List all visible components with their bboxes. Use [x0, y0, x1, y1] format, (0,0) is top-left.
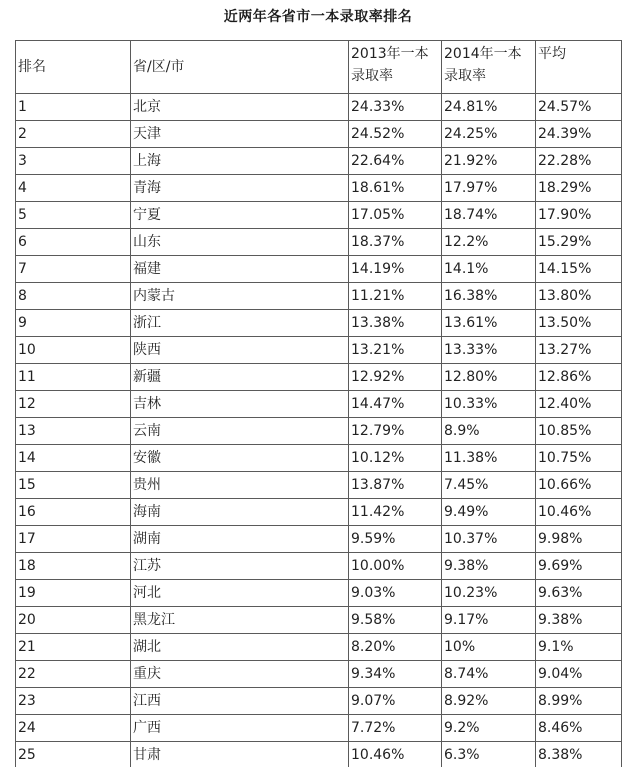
- table-row: [16, 634, 622, 661]
- average-cell: 9.63%: [536, 580, 622, 607]
- rate-2014-cell: 9.49%: [442, 499, 536, 526]
- rate-2013-cell: 10.46%: [349, 742, 442, 767]
- table-row: [16, 580, 622, 607]
- rate-2014-cell: 9.2%: [442, 715, 536, 742]
- province-cell: 贵州: [131, 472, 349, 499]
- average-cell: 10.85%: [536, 418, 622, 445]
- average-cell: 10.75%: [536, 445, 622, 472]
- rate-2014-cell: 12.2%: [442, 229, 536, 256]
- average-cell: 9.38%: [536, 607, 622, 634]
- rank-cell: 18: [16, 553, 131, 580]
- province-cell: 云南: [131, 418, 349, 445]
- rank-cell: 20: [16, 607, 131, 634]
- rank-cell: 9: [16, 310, 131, 337]
- average-cell: 8.99%: [536, 688, 622, 715]
- average-cell: 14.15%: [536, 256, 622, 283]
- province-cell: 青海: [131, 175, 349, 202]
- header-average: 平均: [536, 41, 622, 94]
- header-2014-rate: 2014年一本录取率: [442, 41, 536, 94]
- table-header-row: [16, 41, 622, 94]
- province-cell: 陕西: [131, 337, 349, 364]
- rate-2013-cell: 9.34%: [349, 661, 442, 688]
- rate-2013-cell: 13.87%: [349, 472, 442, 499]
- province-cell: 天津: [131, 121, 349, 148]
- table-row: [16, 526, 622, 553]
- rank-cell: 3: [16, 148, 131, 175]
- average-cell: 12.40%: [536, 391, 622, 418]
- rank-cell: 10: [16, 337, 131, 364]
- rank-cell: 13: [16, 418, 131, 445]
- rank-cell: 7: [16, 256, 131, 283]
- rate-2013-cell: 22.64%: [349, 148, 442, 175]
- table-row: [16, 445, 622, 472]
- rate-2013-cell: 12.79%: [349, 418, 442, 445]
- rate-2013-cell: 9.07%: [349, 688, 442, 715]
- rate-2013-cell: 10.00%: [349, 553, 442, 580]
- header-province: 省/区/市: [131, 41, 349, 94]
- rank-cell: 14: [16, 445, 131, 472]
- rate-2013-cell: 10.12%: [349, 445, 442, 472]
- average-cell: 9.1%: [536, 634, 622, 661]
- rate-2014-cell: 13.33%: [442, 337, 536, 364]
- province-cell: 河北: [131, 580, 349, 607]
- rate-2013-cell: 24.52%: [349, 121, 442, 148]
- rate-2014-cell: 14.1%: [442, 256, 536, 283]
- rank-cell: 24: [16, 715, 131, 742]
- rank-cell: 11: [16, 364, 131, 391]
- average-cell: 8.46%: [536, 715, 622, 742]
- rank-cell: 8: [16, 283, 131, 310]
- table-row: [16, 94, 622, 121]
- rate-2014-cell: 16.38%: [442, 283, 536, 310]
- table-row: [16, 256, 622, 283]
- rank-cell: 6: [16, 229, 131, 256]
- table-row: [16, 337, 622, 364]
- rate-2014-cell: 12.80%: [442, 364, 536, 391]
- rate-2014-cell: 9.38%: [442, 553, 536, 580]
- province-cell: 上海: [131, 148, 349, 175]
- average-cell: 24.57%: [536, 94, 622, 121]
- table-row: [16, 418, 622, 445]
- average-cell: 10.66%: [536, 472, 622, 499]
- header-rank: 排名: [16, 41, 131, 94]
- province-cell: 重庆: [131, 661, 349, 688]
- rate-2013-cell: 14.47%: [349, 391, 442, 418]
- table-row: [16, 121, 622, 148]
- province-cell: 吉林: [131, 391, 349, 418]
- rate-2014-cell: 17.97%: [442, 175, 536, 202]
- rate-2013-cell: 13.38%: [349, 310, 442, 337]
- table-row: [16, 175, 622, 202]
- province-cell: 内蒙古: [131, 283, 349, 310]
- rank-cell: 19: [16, 580, 131, 607]
- rate-2014-cell: 24.25%: [442, 121, 536, 148]
- average-cell: 13.50%: [536, 310, 622, 337]
- table-row: [16, 202, 622, 229]
- rate-2014-cell: 6.3%: [442, 742, 536, 767]
- average-cell: 22.28%: [536, 148, 622, 175]
- table-row: [16, 283, 622, 310]
- rate-2014-cell: 7.45%: [442, 472, 536, 499]
- rate-2014-cell: 8.92%: [442, 688, 536, 715]
- average-cell: 10.46%: [536, 499, 622, 526]
- rate-2014-cell: 21.92%: [442, 148, 536, 175]
- rate-2013-cell: 24.33%: [349, 94, 442, 121]
- rate-2013-cell: 18.61%: [349, 175, 442, 202]
- province-cell: 湖北: [131, 634, 349, 661]
- average-cell: 17.90%: [536, 202, 622, 229]
- rank-cell: 17: [16, 526, 131, 553]
- rank-cell: 23: [16, 688, 131, 715]
- rank-cell: 2: [16, 121, 131, 148]
- table-row: [16, 499, 622, 526]
- average-cell: 12.86%: [536, 364, 622, 391]
- average-cell: 9.98%: [536, 526, 622, 553]
- page-title: 近两年各省市一本录取率排名: [223, 9, 413, 25]
- province-cell: 浙江: [131, 310, 349, 337]
- rate-2014-cell: 10.23%: [442, 580, 536, 607]
- province-cell: 湖南: [131, 526, 349, 553]
- table-row: [16, 364, 622, 391]
- rate-2013-cell: 12.92%: [349, 364, 442, 391]
- rate-2013-cell: 17.05%: [349, 202, 442, 229]
- average-cell: 13.27%: [536, 337, 622, 364]
- province-cell: 北京: [131, 94, 349, 121]
- table-row: [16, 715, 622, 742]
- rank-cell: 15: [16, 472, 131, 499]
- rate-2014-cell: 8.74%: [442, 661, 536, 688]
- rate-2013-cell: 11.21%: [349, 283, 442, 310]
- rank-cell: 4: [16, 175, 131, 202]
- table-row: [16, 661, 622, 688]
- table-row: [16, 688, 622, 715]
- table-row: [16, 310, 622, 337]
- table-row: [16, 742, 622, 767]
- rate-2014-cell: 9.17%: [442, 607, 536, 634]
- average-cell: 9.04%: [536, 661, 622, 688]
- province-cell: 江苏: [131, 553, 349, 580]
- rate-2014-cell: 24.81%: [442, 94, 536, 121]
- ranking-table: [15, 40, 622, 767]
- rank-cell: 21: [16, 634, 131, 661]
- average-cell: 24.39%: [536, 121, 622, 148]
- header-2013-rate: 2013年一本录取率: [349, 41, 442, 94]
- table-row: [16, 553, 622, 580]
- table-row: [16, 229, 622, 256]
- rate-2013-cell: 9.03%: [349, 580, 442, 607]
- rank-cell: 25: [16, 742, 131, 767]
- province-cell: 海南: [131, 499, 349, 526]
- table-row: [16, 148, 622, 175]
- table-row: [16, 607, 622, 634]
- province-cell: 山东: [131, 229, 349, 256]
- rate-2014-cell: 8.9%: [442, 418, 536, 445]
- rank-cell: 22: [16, 661, 131, 688]
- province-cell: 福建: [131, 256, 349, 283]
- rate-2014-cell: 18.74%: [442, 202, 536, 229]
- rate-2013-cell: 9.58%: [349, 607, 442, 634]
- rate-2013-cell: 7.72%: [349, 715, 442, 742]
- average-cell: 15.29%: [536, 229, 622, 256]
- rate-2013-cell: 14.19%: [349, 256, 442, 283]
- province-cell: 新疆: [131, 364, 349, 391]
- province-cell: 江西: [131, 688, 349, 715]
- average-cell: 8.38%: [536, 742, 622, 767]
- average-cell: 9.69%: [536, 553, 622, 580]
- table-body: [16, 41, 622, 767]
- province-cell: 黑龙江: [131, 607, 349, 634]
- rate-2013-cell: 13.21%: [349, 337, 442, 364]
- rank-cell: 1: [16, 94, 131, 121]
- rate-2013-cell: 18.37%: [349, 229, 442, 256]
- rate-2013-cell: 8.20%: [349, 634, 442, 661]
- rate-2014-cell: 11.38%: [442, 445, 536, 472]
- rate-2013-cell: 9.59%: [349, 526, 442, 553]
- rate-2014-cell: 13.61%: [442, 310, 536, 337]
- table-row: [16, 391, 622, 418]
- rate-2014-cell: 10.33%: [442, 391, 536, 418]
- rate-2013-cell: 11.42%: [349, 499, 442, 526]
- average-cell: 18.29%: [536, 175, 622, 202]
- rate-2014-cell: 10%: [442, 634, 536, 661]
- province-cell: 安徽: [131, 445, 349, 472]
- rate-2014-cell: 10.37%: [442, 526, 536, 553]
- average-cell: 13.80%: [536, 283, 622, 310]
- table-row: [16, 472, 622, 499]
- rank-cell: 12: [16, 391, 131, 418]
- province-cell: 甘肃: [131, 742, 349, 767]
- province-cell: 宁夏: [131, 202, 349, 229]
- province-cell: 广西: [131, 715, 349, 742]
- rank-cell: 5: [16, 202, 131, 229]
- rank-cell: 16: [16, 499, 131, 526]
